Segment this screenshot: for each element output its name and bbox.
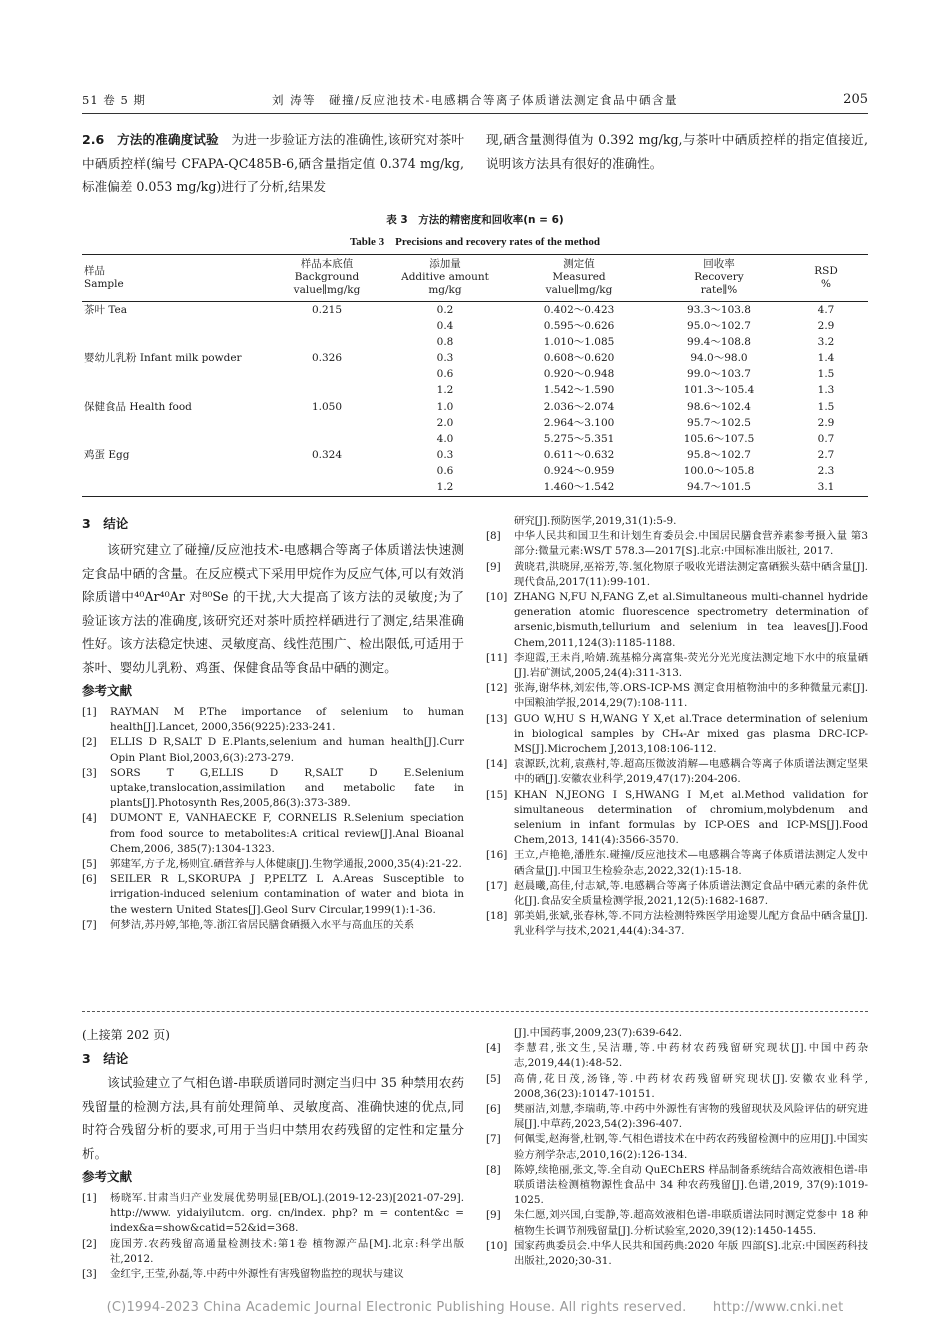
reference-number: [6]: [82, 873, 97, 886]
table-cell: 保健食品 Health food: [84, 400, 192, 413]
cnki-copyright-footer: (C)1994-2023 China Academic Journal Electronic Publishing House. All rights reserved. http://www.cnki.net: [106, 1300, 844, 1315]
reference-text: 庞国芳.农药残留高通量检测技术:第1卷 植物源产品[M].北京:科学出版社,2012.: [110, 1237, 464, 1265]
col-background: 样品本底值 Background value∥mg/kg: [293, 258, 361, 297]
table-cell: 0.6: [436, 368, 454, 381]
reference-text: 朱仁愿,刘兴国,白雯静,等.超高效液相色谱-串联质谱法同时测定党参中 18 种植物生长调节剂残留量[J].分析试验室,2020,39(12):1450-1455.: [514, 1209, 868, 1237]
reference-text: 李慧君,张文生,吴洁珊,等.中药材农药残留研究现状[J].中国中药杂志,2019,44(1):48-52.: [514, 1042, 868, 1070]
reference-number: [7]: [82, 918, 97, 931]
reference-item: [486, 909, 868, 939]
table-cell: 99.0～103.7: [687, 368, 751, 381]
reference-text: 何梦洁,苏丹婷,邹艳,等.浙江省居民膳食硒摄入水平与高血压的关系: [110, 918, 415, 931]
reference-number: [5]: [82, 858, 97, 871]
table-row: [82, 464, 868, 480]
reference-number: [13]: [486, 712, 508, 725]
reference-text: 袁源跃,沈莉,袁燕村,等.超高压微波消解—电感耦合等离子体质谱法测定坚果中的硒[J].安徽农业科学,2019,47(17):204-206.: [514, 758, 868, 786]
table-cell: 3.2: [817, 335, 835, 348]
table-cell: [268, 318, 386, 334]
reference-number: [10]: [486, 1239, 508, 1252]
col-rsd: RSD %: [814, 264, 838, 290]
table-cell: 2.9: [817, 319, 835, 332]
table-cell: 95.8～102.7: [687, 449, 751, 462]
reference-item: [82, 705, 464, 735]
table-cell: 4.7: [817, 303, 835, 316]
reference-item: [82, 1237, 464, 1267]
table-cell: [268, 383, 386, 399]
table-cell: 1.050: [311, 400, 343, 413]
table-cell: 0.595～0.626: [543, 319, 615, 332]
table-cell: [268, 431, 386, 447]
reference-item: [82, 1191, 464, 1237]
table-cell: [82, 383, 268, 399]
table-cell: 0.402～0.423: [543, 303, 615, 316]
table-cell: 2.964～3.100: [543, 416, 615, 429]
table-cell: 1.5: [817, 368, 835, 381]
reference-text: 中华人民共和国卫生和计划生育委员会.中国居民膳食营养素参考摄入量 第3部分:微量元素:WS/T 578.3—2017[S].北京:中国标准出版社, 2017.: [514, 530, 868, 558]
table-cell: 1.0: [436, 400, 454, 413]
reference-item: [82, 872, 464, 918]
table-3: [82, 254, 868, 497]
table-cell: 2.0: [436, 416, 454, 429]
references-bottom-left: [82, 1191, 464, 1282]
table-cell: 94.0～98.0: [690, 351, 748, 364]
reference-number: [14]: [486, 758, 508, 771]
reference-text: DUMONT E, VANHAECKE F, CORNELIS R.Selenium speciation from food source to metabolites:A critical review[J].Anal Bioanal Chem,2006, 385(7):1304-1323.: [110, 812, 464, 855]
references-bottom-right: [486, 1041, 868, 1269]
table-cell: 0.3: [436, 449, 454, 462]
table-cell: [82, 464, 268, 480]
reference-number: [3]: [82, 1268, 97, 1281]
table-cell: 0.4: [436, 319, 454, 332]
bottom-article-right: [486, 1026, 868, 1269]
article-divider: [82, 1011, 868, 1012]
running-header: [82, 92, 868, 114]
reference-text: 赵晨曦,高佳,付志斌,等.电感耦合等离子体质谱法测定食品中硒元素的条件优化[J].食品安全质量检测学报,2021,12(5):1682-1687.: [514, 879, 868, 908]
section-2-6-text-right: 现,硒含量测得值为 0.392 mg/kg,与茶叶中硒质控样的指定值接近,说明该方法具有很好的准确性。: [486, 132, 868, 171]
table-cell: 95.0～102.7: [687, 319, 751, 332]
table-cell: 1.460～1.542: [543, 481, 615, 494]
reference-text: SEILER R L,SKORUPA J P,PELTZ L A.Areas Susceptible to irrigation-induced selenium contamination of water and biota in the western United States[J].Geol Surv Circular,1999(1):1-36.: [110, 873, 464, 916]
reference-continuation: [J].中国药事,2009,23(7):639-642.: [514, 1027, 683, 1039]
table-cell: 1.5: [817, 400, 835, 413]
reference-item: [82, 918, 464, 933]
reference-item: [82, 735, 464, 765]
reference-text: 黄晓君,洪晓屏,巫裕芳,等.氢化物原子吸收光谱法测定富硒猴头菇中硒含量[J].现代食品,2017(11):99-101.: [514, 560, 868, 588]
reference-item: [82, 1267, 464, 1282]
table-3-caption-cn: 表 3 方法的精密度和回收率(n = 6): [386, 214, 564, 226]
table-cell: 99.4～108.8: [687, 335, 751, 348]
reference-item: [486, 1163, 868, 1209]
table-cell: 茶叶 Tea: [84, 303, 127, 316]
section-2-6-heading: 2.6 方法的准确度试验: [82, 132, 219, 147]
table-row: [82, 334, 868, 350]
table-3-caption-en: Table 3 Precisions and recovery rates of the method: [349, 236, 601, 248]
table-cell: [82, 415, 268, 431]
reference-number: [11]: [486, 651, 508, 664]
references-top-heading: 参考文献: [82, 683, 133, 698]
table-cell: 0.326: [311, 351, 343, 364]
reference-number: [15]: [486, 788, 508, 801]
table-cell: 0.8: [436, 335, 454, 348]
reference-item: [82, 857, 464, 872]
table-cell: 5.275～5.351: [543, 432, 615, 445]
table-row: [82, 480, 868, 496]
conclusion-bottom-heading: 3 结论: [82, 1051, 129, 1066]
reference-text: 李迎霞,王未肖,哈婧.巯基棉分离富集-荧光分光光度法测定地下水中的痕量硒[J].岩矿测试,2005,24(4):311-313.: [514, 651, 868, 680]
reference-item: [486, 879, 868, 909]
article-running-title: 刘 涛等 碰撞/反应池技术-电感耦合等离子体质谱法测定食品中硒含量: [272, 93, 678, 107]
reference-item: [486, 1239, 868, 1269]
table-cell: 0.6: [436, 465, 454, 478]
table-cell: 94.7～101.5: [687, 481, 751, 494]
table-cell: 100.0～105.8: [683, 465, 755, 478]
bottom-article-left: [82, 1026, 464, 1282]
reference-item: [486, 681, 868, 711]
reference-text: 金红宇,王莹,孙磊,等.中药中外源性有害残留物监控的现状与建议: [110, 1268, 404, 1281]
references-bottom-heading: 参考文献: [82, 1169, 133, 1184]
reference-number: [3]: [82, 766, 97, 779]
table-cell: [82, 480, 268, 496]
journal-volume: 51 卷 5 期: [82, 93, 146, 107]
table-cell: 1.4: [817, 351, 835, 364]
reference-number: [7]: [486, 1133, 501, 1146]
reference-item: [486, 651, 868, 681]
table-cell: 2.9: [817, 416, 835, 429]
reference-number: [2]: [82, 1237, 97, 1250]
section-2-6-paragraph: [82, 128, 464, 199]
reference-number: [5]: [486, 1072, 501, 1085]
reference-item: [486, 712, 868, 758]
table-cell: 0.920～0.948: [543, 368, 615, 381]
reference-number: [9]: [486, 560, 501, 573]
table-cell: [82, 318, 268, 334]
table-cell: 0.215: [311, 303, 343, 316]
reference-item: [486, 848, 868, 878]
reference-item: [486, 529, 868, 559]
reference-text: KHAN N,JEONG I S,HWANG I M,et al.Method validation for simultaneous determination of chromium,molybdenum and selenium in infant formulas by ICP-OES and ICP-MS[J].Food Chem,2013, 141(4):3566-3570.: [514, 788, 868, 847]
table-cell: 0.7: [817, 432, 835, 445]
table-cell: 0.611～0.632: [543, 449, 615, 462]
reference-text: SORS T G,ELLIS D R,SALT D E.Selenium uptake,translocation,assimilation and metabolic fate in plants[J].Photosynth Res,2005,86(3):373-389.: [110, 766, 464, 810]
reference-text: 高倩,花日茂,汤锋,等.中药材农药残留研究现状[J].安徽农业科学, 2008,36(23):10147-10151.: [514, 1072, 868, 1100]
reference-item: [82, 766, 464, 812]
section-2-6-left: [82, 128, 464, 199]
reference-number: [4]: [82, 812, 97, 825]
table-cell: 4.0: [436, 432, 454, 445]
table-cell: 0.3: [436, 351, 454, 364]
reference-text: 王立,卢艳艳,潘胜东.碰撞/反应池技术—电感耦合等离子体质谱法测定人发中硒含量[J].中国卫生检验杂志,2022,32(1):15-18.: [514, 849, 868, 877]
conclusion-bottom-text: 该试验建立了气相色谱-串联质谱同时测定当归中 35 种禁用农药残留量的检测方法,具有前处理简单、灵敏度高、准确快速的优点,同时符合残留分析的要求,可用于当归中禁用农药残留的定性和定量分析。: [82, 1075, 464, 1161]
reference-text: 国家药典委员会.中华人民共和国药典:2020 年版 四部[S].北京:中国医药科技出版社,2020;30-31.: [514, 1239, 868, 1268]
reference-item: [486, 560, 868, 590]
references-top-right: [486, 529, 868, 939]
references-top-right-block: [486, 514, 868, 940]
reference-number: [6]: [486, 1103, 501, 1116]
reference-item: [486, 757, 868, 787]
reference-item: [486, 1072, 868, 1102]
reference-text: RAYMAN M P.The importance of selenium to human health[J].Lancet, 2000,356(9225):233-241.: [110, 706, 464, 734]
table-cell: 鸡蛋 Egg: [84, 449, 130, 462]
col-measured: 测定值 Measured value∥mg/kg: [545, 258, 613, 297]
references-top-left: [82, 705, 464, 933]
reference-number: [18]: [486, 910, 508, 923]
table-cell: 93.3～103.8: [687, 303, 751, 316]
reference-text: 张海,谢华林,刘宏伟,等.ORS-ICP-MS 测定食用植物油中的多种微量元素[J].中国粮油学报,2014,29(7):108-111.: [514, 682, 868, 710]
table-cell: [268, 334, 386, 350]
conclusion-top-block: [82, 514, 464, 933]
table-cell: 1.2: [436, 384, 454, 397]
reference-text: 何佩雯,赵海誉,杜钢,等.气相色谱技术在中药农药残留检测中的应用[J].中国实验方剂学杂志,2010,16(2):126-134.: [514, 1133, 868, 1161]
reference-text: ELLIS D R,SALT D E.Plants,selenium and human health[J].Curr Opin Plant Biol,2003,6(3):273-279.: [110, 736, 464, 764]
table-header-row: [82, 255, 868, 302]
reference-item: [486, 590, 868, 651]
table-row: [82, 431, 868, 447]
reference-number: [9]: [486, 1209, 501, 1222]
table-cell: 1.542～1.590: [543, 384, 615, 397]
section-2-6-text-left: 为进一步验证方法的准确性,该研究对茶叶中硒质控样(编号 CFAPA-QC485B-6,硒含量指定值 0.374 mg/kg,标准偏差 0.053 mg/kg)进行了分析,结果发: [82, 132, 464, 194]
table-cell: 2.7: [817, 449, 835, 462]
table-cell: 95.7～102.5: [687, 416, 751, 429]
table-row: [82, 383, 868, 399]
reference-number: [12]: [486, 682, 508, 695]
conclusion-top-text: 该研究建立了碰撞/反应池技术-电感耦合等离子体质谱法快速测定食品中硒的含量。在反应模式下采用甲烷作为反应气体,可以有效消除质谱中⁴⁰Ar⁴⁰Ar 对⁸⁰Se 的干扰,大大提高了该方法的灵敏度;为了验证该方法的准确度,该研究还对茶叶质控样硒进行了测定,结果准确性好。该方法稳定快速、灵敏度高、线性范围广、检出限低,可适用于茶叶、婴幼儿乳粉、鸡蛋、保健食品等食品中硒的测定。: [82, 542, 464, 675]
table-3-body: [82, 302, 868, 496]
reference-text: 杨晓军.甘肃当归产业发展优势明显[EB/OL].(2019-12-23)[2021-07-29]. http://www. yidaiyilutcm. org. cn/index. php? m = content&c = index&a=show&catid=52&id=368.: [110, 1192, 464, 1235]
table-cell: [268, 464, 386, 480]
reference-text: 郭建军,方子龙,杨则宜.硒营养与人体健康[J].生物学通报,2000,35(4):21-22.: [110, 858, 462, 871]
table-cell: 0.2: [436, 303, 454, 316]
table-cell: 98.6～102.4: [687, 400, 751, 413]
table-cell: 0.608～0.620: [543, 351, 615, 364]
table-cell: [82, 367, 268, 383]
col-recovery: 回收率 Recovery rate∥%: [694, 258, 744, 297]
reference-number: [16]: [486, 849, 508, 862]
reference-item: [486, 788, 868, 849]
table-row: [82, 350, 868, 366]
section-2-6-right: [486, 128, 868, 175]
reference-text: GUO W,HU S H,WANG Y X,et al.Trace determination of selenium in biological samples by CH₄-Ar mixed gas plasma DRC-ICP-MS[J].Microchem J,2013,108:106-112.: [514, 712, 868, 756]
reference-item: [486, 1132, 868, 1162]
page-number: 205: [843, 92, 868, 107]
reference-number: [8]: [486, 1163, 501, 1176]
table-cell: 1.3: [817, 384, 835, 397]
reference-number: [2]: [82, 736, 97, 749]
reference-number: [10]: [486, 591, 508, 604]
reference-number: [1]: [82, 706, 97, 718]
table-row: [82, 302, 868, 318]
reference-item: [486, 1041, 868, 1071]
reference-item: [486, 1102, 868, 1132]
table-cell: [268, 415, 386, 431]
reference-number: [17]: [486, 879, 508, 892]
continued-note: (上接第 202 页): [82, 1028, 170, 1042]
reference-number: [4]: [486, 1042, 501, 1055]
table-cell: 105.6～107.5: [683, 432, 755, 445]
table-cell: 2.3: [817, 465, 835, 478]
table-cell: 3.1: [817, 481, 835, 494]
reference-continuation: 研究[J].预防医学,2019,31(1):5-9.: [514, 515, 677, 527]
table-row: [82, 399, 868, 415]
reference-text: 陈婷,续艳丽,张文,等.全自动 QuEChERS 样品制备系统结合高效液相色谱-串联质谱法检测植物源性食品中 34 种农药残留[J].色谱,2019, 37(9):1019-1025.: [514, 1163, 868, 1207]
table-cell: [82, 431, 268, 447]
table-cell: [268, 480, 386, 496]
table-row: [82, 448, 868, 464]
conclusion-top-heading: 3 结论: [82, 516, 129, 531]
table-cell: 1.010～1.085: [543, 335, 615, 348]
reference-text: 郭美娟,张斌,张春林,等.不同方法检测特殊医学用途婴儿配方食品中硒含量[J].乳业科学与技术,2021,44(4):34-37.: [514, 910, 868, 938]
reference-item: [486, 1208, 868, 1238]
col-sample: 样品 Sample: [84, 264, 124, 290]
reference-text: ZHANG N,FU N,FANG Z,et al.Simultaneous multi-channel hydride generation atomic fluorescence spectrometry determination of arsenic,bismuth,tellurium and selenium in tea leaves[J].Food Chem,2011,124(3):1185-1188.: [514, 591, 868, 649]
col-additive: 添加量 Additive amount mg/kg: [401, 258, 489, 297]
table-cell: 101.3～105.4: [683, 384, 755, 397]
reference-item: [82, 811, 464, 857]
reference-text: 樊丽洁,刘慧,李瑞萌,等.中药中外源性有害物的残留现状及风险评估的研究进展[J].中草药,2023,54(2):396-407.: [514, 1103, 868, 1131]
table-row: [82, 318, 868, 334]
table-row: [82, 415, 868, 431]
table-cell: 1.2: [436, 481, 454, 494]
table-cell: 0.924～0.959: [543, 465, 615, 478]
table-cell: [268, 367, 386, 383]
table-cell: 婴幼儿乳粉 Infant milk powder: [84, 351, 242, 364]
table-cell: 0.324: [311, 449, 343, 462]
reference-number: [1]: [82, 1192, 97, 1204]
table-cell: 2.036～2.074: [543, 400, 615, 413]
table-row: [82, 367, 868, 383]
reference-number: [8]: [486, 530, 501, 543]
table-cell: [82, 334, 268, 350]
